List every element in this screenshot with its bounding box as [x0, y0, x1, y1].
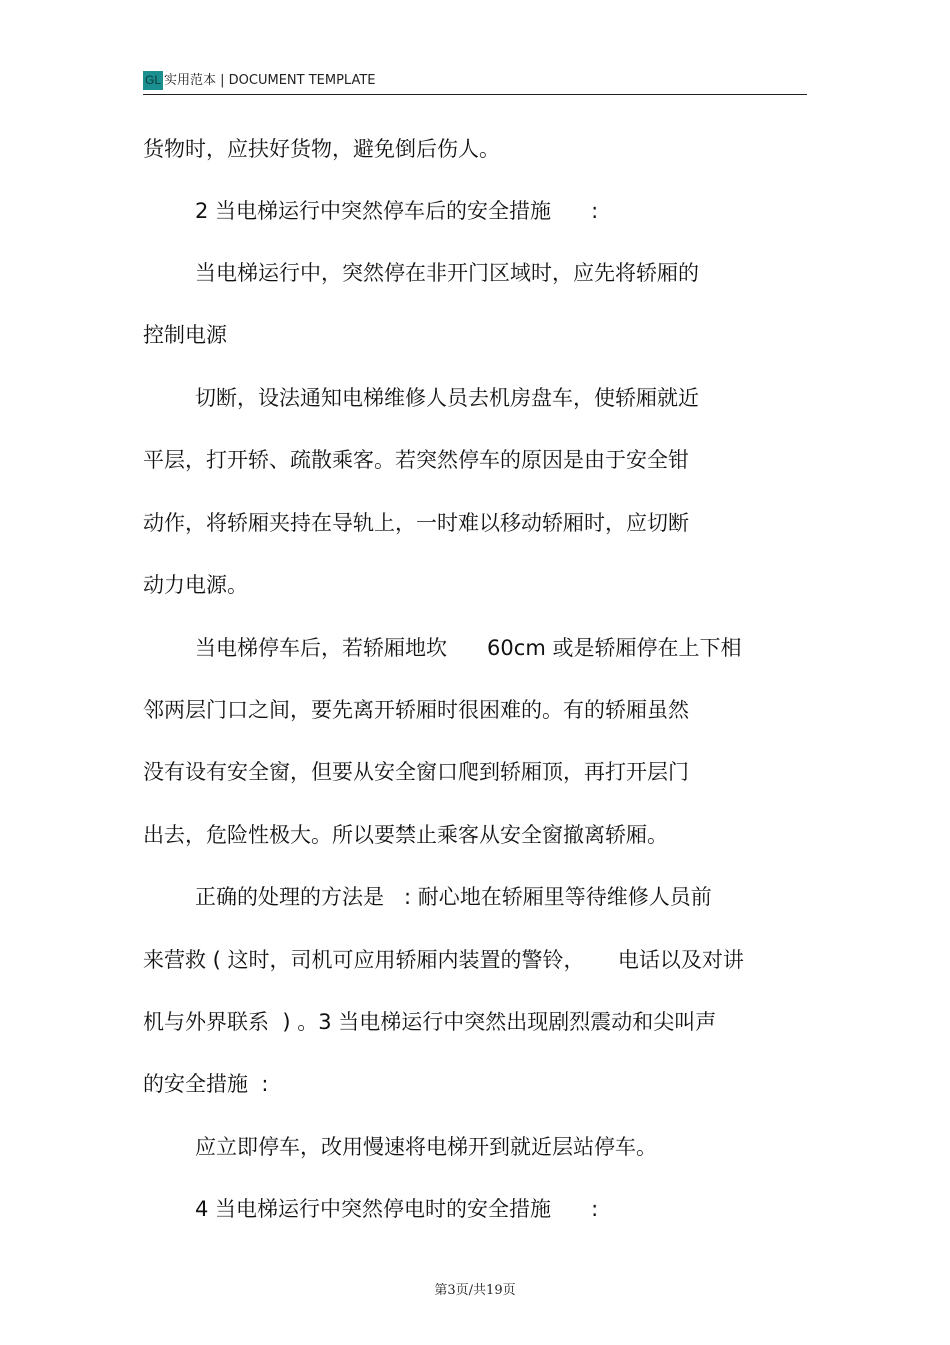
body-line: 应立即停车，改用慢速将电梯开到就近层站停车。	[195, 1135, 657, 1159]
body-line: 来营救 ( 这时，司机可应用轿厢内装置的警铃， 电话以及对讲	[143, 948, 744, 972]
section-heading: 4 当电梯运行中突然停电时的安全措施 :	[195, 1197, 599, 1221]
body-line: 动作，将轿厢夹持在导轨上，一时难以移动轿厢时，应切断	[143, 511, 689, 535]
body-line: 邻两层门口之间，要先离开轿厢时很困难的。有的轿厢虽然	[143, 698, 689, 722]
page-number: 第3页/共19页	[434, 1283, 516, 1298]
body-line: 正确的处理的方法是 : 耐心地在轿厢里等待维修人员前	[195, 885, 712, 909]
body-line: 当电梯停车后，若轿厢地坎 60cm 或是轿厢停在上下相	[195, 636, 742, 660]
section-heading: 2 当电梯运行中突然停车后的安全措施 :	[195, 199, 599, 223]
gl-logo-icon: GL	[143, 71, 163, 90]
body-line: 机与外界联系 ) 。3 当电梯运行中突然出现剧烈震动和尖叫声	[143, 1010, 717, 1034]
body-line: 当电梯运行中，突然停在非开门区域时，应先将轿厢的	[195, 261, 699, 285]
body-line: 切断，设法通知电梯维修人员去机房盘车，使轿厢就近	[195, 386, 699, 410]
document-header	[143, 70, 807, 95]
body-line: 货物时，应扶好货物，避免倒后伤人。	[143, 137, 500, 161]
body-line: 控制电源	[143, 323, 227, 347]
header-title: 实用范本 | DOCUMENT TEMPLATE	[164, 73, 376, 88]
body-line: 的安全措施 :	[143, 1072, 269, 1096]
body-line: 没有设有安全窗，但要从安全窗口爬到轿厢顶，再打开层门	[143, 760, 689, 784]
body-line: 出去，危险性极大。所以要禁止乘客从安全窗撤离轿厢。	[143, 823, 668, 847]
body-line: 平层，打开轿、疏散乘客。若突然停车的原因是由于安全钳	[143, 448, 689, 472]
body-line: 动力电源。	[143, 573, 248, 597]
